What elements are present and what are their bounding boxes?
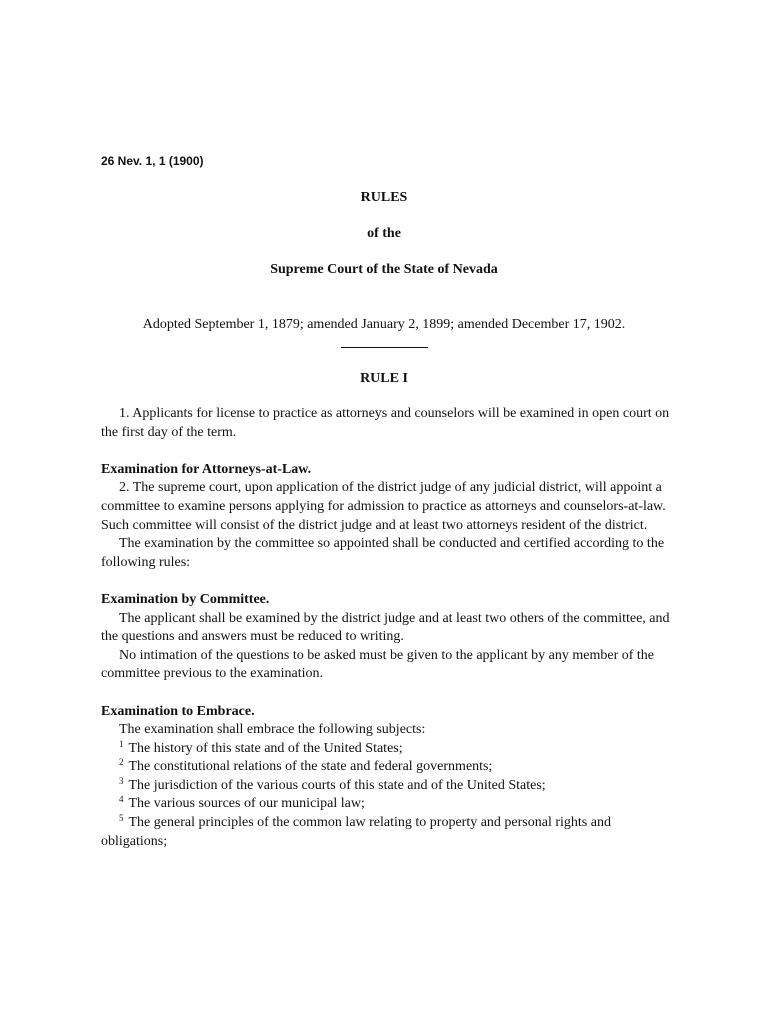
subject-item-5	[101, 814, 671, 851]
paragraph-1: 1. Applicants for license to practice as attorneys and counselors will be examined in open court on the first day of the term.	[101, 406, 670, 440]
subject-text: The history of this state and of the United States;	[128, 740, 403, 756]
subject-number: 5	[119, 813, 124, 824]
title-of-the: of the	[367, 226, 401, 241]
paragraph-5: No intimation of the questions to be asked must be given to the applicant by any member of the committee previous to the examination.	[101, 647, 654, 682]
subject-text: The general principles of the common law relating to property and personal rights and obligations;	[101, 815, 611, 849]
subject-number: 3	[119, 775, 124, 786]
spacer	[101, 572, 671, 591]
heading-attorneys-at-law: Examination for Attorneys-at-Law.	[101, 461, 312, 477]
title-court: Supreme Court of the State of Nevada	[270, 262, 498, 277]
subject-text: The jurisdiction of the various courts of this state and of the United States;	[128, 777, 546, 793]
subject-number: 4	[119, 794, 124, 805]
case-citation: 26 Nev. 1, 1 (1900)	[101, 154, 204, 168]
paragraph-2: 2. The supreme court, upon application of the district judge of any judicial district, will appoint a committee to examine persons applying for admission to practice as attorneys and counselors-at-law. Such committee will consist of the district judge and at least two attorneys resident of the district.	[101, 480, 666, 533]
subject-number: 1	[119, 738, 124, 749]
rule-body	[101, 405, 671, 851]
spacer	[101, 442, 671, 461]
subject-item-3	[101, 777, 671, 796]
rule-heading: RULE I	[360, 371, 408, 386]
heading-examination-to-embrace: Examination to Embrace.	[101, 703, 255, 719]
subject-number: 2	[119, 757, 124, 768]
paragraph-6: The examination shall embrace the following subjects:	[119, 722, 426, 738]
heading-examination-by-committee: Examination by Committee.	[101, 591, 270, 607]
subject-text: The constitutional relations of the state and federal governments;	[128, 759, 493, 775]
paragraph-3: The examination by the committee so appointed shall be conducted and certified according to the following rules:	[101, 536, 665, 570]
paragraph-4: The applicant shall be examined by the district judge and at least two others of the committee, and the questions and answers must be reduced to writing.	[101, 610, 670, 645]
subject-item-2	[101, 758, 671, 777]
subject-item-4	[101, 795, 671, 814]
divider-line	[341, 347, 428, 348]
subject-item-1	[101, 740, 671, 759]
spacer	[101, 684, 671, 703]
adoption-note: Adopted September 1, 1879; amended January 2, 1899; amended December 17, 1902.	[142, 317, 626, 332]
title-rules: RULES	[360, 190, 408, 205]
subject-text: The various sources of our municipal law;	[128, 796, 365, 812]
